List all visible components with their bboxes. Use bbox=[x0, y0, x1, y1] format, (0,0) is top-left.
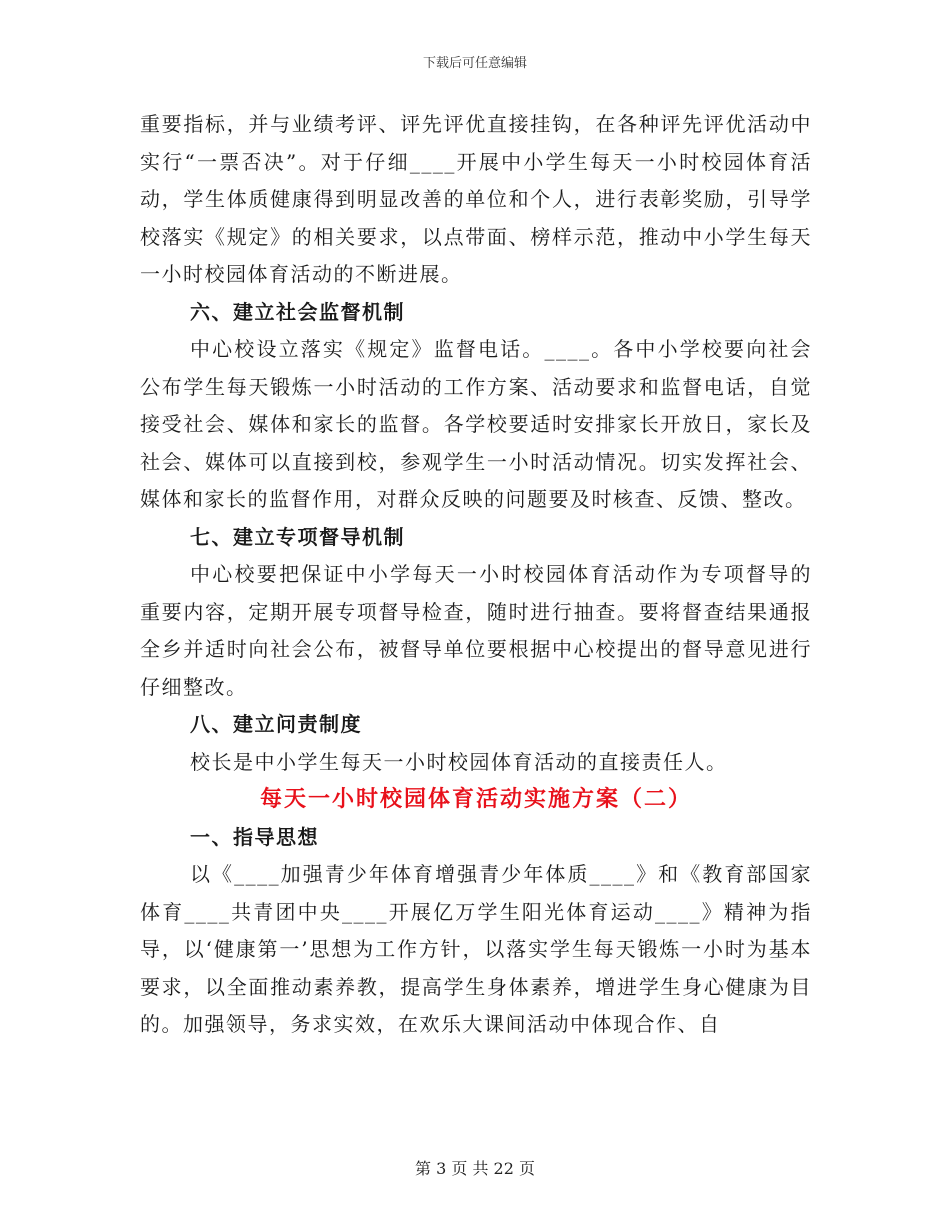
paragraph-guiding-ideology: 以《____加强青少年体育增强青少年体质____》和《教育部国家体育____共青团中央____开展亿万学生阳光体育运动____》精神为指导，以‘健康第一’思想为工作方针，以落实学生每天锻炼一小时为基本要求，以全面推动素养教，提高学生身体素养，增进学生身心健康为目的。加强领导，务求实效，在欢乐大课间活动中体现合作、自 bbox=[140, 862, 812, 1036]
paragraph-special-inspection: 中心校要把保证中小学每天一小时校园体育活动作为专项督导的重要内容，定期开展专项督导检查，随时进行抽查。要将督查结果通报全乡并适时向社会公布，被督导单位要根据中心校提出的督导意见进行仔细整改。 bbox=[140, 562, 812, 699]
heading-accountability: 八、建立问责制度 bbox=[190, 712, 362, 736]
page-header: 下载后可任意编辑 bbox=[422, 56, 527, 71]
document-body bbox=[140, 106, 812, 1044]
heading-social-supervision: 六、建立社会监督机制 bbox=[190, 299, 405, 324]
section-title: 每天一小时校园体育活动实施方案（二） bbox=[259, 787, 692, 812]
page-footer: 第 3 页 共 22 页 bbox=[415, 1159, 535, 1178]
paragraph-continued: 重要指标，并与业绩考评、评先评优直接挂钩，在各种评先评优活动中实行“一票否决”。对于仔细____开展中小学生每天一小时校园体育活动，学生体质健康得到明显改善的单位和个人，进行表彰奖励，引导学校落实《规定》的相关要求，以点带面、榜样示范，推动中小学生每天一小时校园体育活动的不断进展。 bbox=[140, 112, 812, 286]
paragraph-accountability: 校长是中小学生每天一小时校园体育活动的直接责任人。 bbox=[190, 749, 728, 774]
paragraph-social-supervision: 中心校设立落实《规定》监督电话。____。各中小学校要向社会公布学生每天锻炼一小时活动的工作方案、活动要求和监督电话，自觉接受社会、媒体和家长的监督。各学校要适时安排家长开放日，家长及社会、媒体可以直接到校，参观学生一小时活动情况。切实发挥社会、媒体和家长的监督作用，对群众反映的问题要及时核查、反馈、整改。 bbox=[140, 337, 812, 511]
heading-special-inspection: 七、建立专项督导机制 bbox=[190, 524, 405, 549]
heading-guiding-ideology: 一、指导思想 bbox=[190, 824, 319, 849]
